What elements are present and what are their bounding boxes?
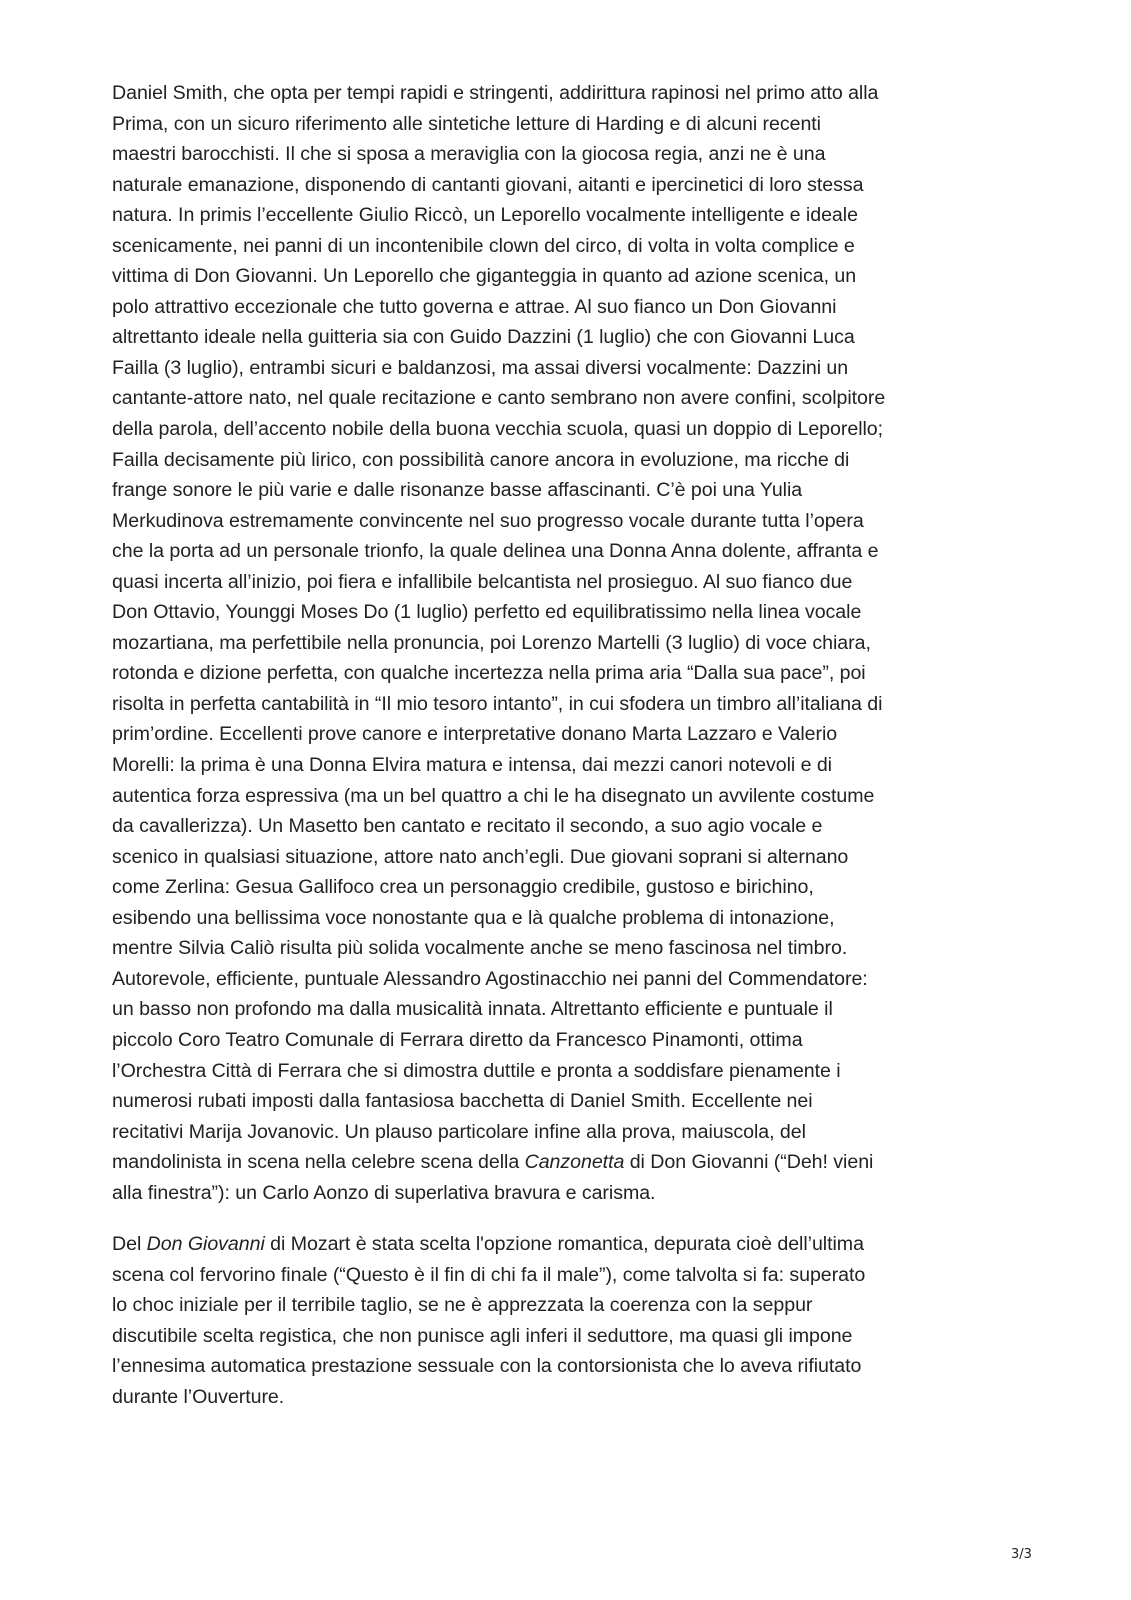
text-segment: naturale emanazione, disponendo di cantanti giovani, aitanti e ipercinetici di loro stessa bbox=[112, 173, 864, 196]
text-line bbox=[112, 1025, 1017, 1056]
text-line bbox=[112, 414, 1017, 445]
text-line bbox=[112, 1056, 1017, 1087]
text-segment: Autorevole, efficiente, puntuale Alessandro Agostinacchio nei panni del Commendatore: bbox=[112, 967, 868, 990]
text-line bbox=[112, 689, 1017, 720]
document-body bbox=[112, 78, 1017, 1413]
text-segment: esibendo una bellissima voce nonostante qua e là qualche problema di intonazione, bbox=[112, 906, 835, 929]
text-line bbox=[112, 383, 1017, 414]
text-line bbox=[112, 872, 1017, 903]
text-segment: Del bbox=[112, 1233, 147, 1256]
text-line bbox=[112, 1117, 1017, 1148]
text-segment: mandolinista in scena nella celebre scena della bbox=[112, 1151, 525, 1174]
text-segment: mentre Silvia Caliò risulta più solida vocalmente anche se meno fascinosa nel timbro. bbox=[112, 937, 848, 960]
text-segment: prim’ordine. Eccellenti prove canore e interpretative donano Marta Lazzaro e Valerio bbox=[112, 723, 838, 746]
text-line bbox=[112, 78, 1017, 109]
text-segment: quasi incerta all’inizio, poi fiera e infallibile belcantista nel prosieguo. Al suo fianco due bbox=[112, 570, 853, 593]
text-line bbox=[112, 322, 1017, 353]
text-segment: Failla decisamente più lirico, con possibilità canore ancora in evoluzione, ma ricche di bbox=[112, 448, 850, 471]
text-segment: piccolo Coro Teatro Comunale di Ferrara diretto da Francesco Pinamonti, ottima bbox=[112, 1028, 803, 1051]
text-segment: vittima di Don Giovanni. Un Leporello che giganteggia in quanto ad azione scenica, un bbox=[112, 265, 857, 288]
text-segment: scenicamente, nei panni di un incontenibile clown del circo, di volta in volta complice e bbox=[112, 234, 855, 257]
text-segment: da cavallerizza). Un Masetto ben cantato e recitato il secondo, a suo agio vocale e bbox=[112, 815, 823, 838]
text-line bbox=[112, 1178, 1017, 1209]
text-segment: come Zerlina: Gesua Gallifoco crea un personaggio credibile, gustoso e birichino, bbox=[112, 876, 814, 899]
text-line bbox=[112, 964, 1017, 995]
text-line bbox=[112, 1382, 1017, 1413]
text-line bbox=[112, 1147, 1017, 1178]
text-line bbox=[112, 1229, 1017, 1260]
text-segment: alla finestra”): un Carlo Aonzo di superlativa bravura e carisma. bbox=[112, 1181, 656, 1204]
paragraph-ending bbox=[112, 1229, 1017, 1412]
text-segment: di Don Giovanni (“Deh! vieni bbox=[624, 1151, 874, 1174]
text-line bbox=[112, 1290, 1017, 1321]
text-segment: scenico in qualsiasi situazione, attore nato anch’egli. Due giovani soprani si alternano bbox=[112, 845, 849, 868]
text-segment: autentica forza espressiva (ma un bel quattro a chi le ha disegnato un avvilente costume bbox=[112, 784, 875, 807]
text-segment: che la porta ad un personale trionfo, la quale delinea una Donna Anna dolente, affranta e bbox=[112, 540, 879, 563]
text-segment: risolta in perfetta cantabilità in “Il mio tesoro intanto”, in cui sfodera un timbro all’italiana di bbox=[112, 692, 883, 715]
italic-title: Don Giovanni bbox=[146, 1233, 265, 1256]
text-segment: Daniel Smith, che opta per tempi rapidi e stringenti, addirittura rapinosi nel primo atto alla bbox=[112, 82, 879, 104]
text-line bbox=[112, 1086, 1017, 1117]
text-segment: lo choc iniziale per il terribile taglio, se ne è apprezzata la coerenza con la seppur bbox=[112, 1294, 813, 1317]
text-line bbox=[112, 781, 1017, 812]
text-segment: numerosi rubati imposti dalla fantasiosa bacchetta di Daniel Smith. Eccellente nei bbox=[112, 1090, 813, 1113]
text-line bbox=[112, 475, 1017, 506]
text-line bbox=[112, 994, 1017, 1025]
text-line bbox=[112, 261, 1017, 292]
text-segment: della parola, dell’accento nobile della buona vecchia scuola, quasi un doppio di Leporello; bbox=[112, 418, 884, 441]
text-segment: maestri barocchisti. Il che si sposa a meraviglia con la giocosa regia, anzi ne è una bbox=[112, 143, 826, 166]
text-line bbox=[112, 597, 1017, 628]
text-segment: cantante-attore nato, nel quale recitazione e canto sembrano non avere confini, scolpitore bbox=[112, 387, 886, 410]
page-number: 3/3 bbox=[1011, 1547, 1032, 1562]
text-segment: l’ennesima automatica prestazione sessuale con la contorsionista che lo aveva rifiutato bbox=[112, 1355, 862, 1378]
text-line bbox=[112, 903, 1017, 934]
text-segment: discutibile scelta registica, che non punisce agli inferi il seduttore, ma quasi gli impone bbox=[112, 1324, 853, 1347]
text-segment: Merkudinova estremamente convincente nel suo progresso vocale durante tutta l’opera bbox=[112, 509, 864, 532]
text-line bbox=[112, 231, 1017, 262]
italic-title: Canzonetta bbox=[524, 1151, 625, 1174]
text-line bbox=[112, 506, 1017, 537]
text-segment: rotonda e dizione perfetta, con qualche incertezza nella prima aria “Dalla sua pace”, poi bbox=[112, 662, 866, 685]
text-segment: l’Orchestra Città di Ferrara che si dimostra duttile e pronta a soddisfare pienamente i bbox=[112, 1059, 841, 1082]
text-line bbox=[112, 750, 1017, 781]
text-segment: frange sonore le più varie e dalle risonanze basse affascinanti. C’è poi una Yulia bbox=[112, 479, 803, 502]
text-segment: Prima, con un sicuro riferimento alle sintetiche letture di Harding e di alcuni recenti bbox=[112, 112, 821, 135]
text-line bbox=[112, 842, 1017, 873]
text-line bbox=[112, 719, 1017, 750]
text-line bbox=[112, 658, 1017, 689]
text-line bbox=[112, 200, 1017, 231]
text-segment: Morelli: la prima è una Donna Elvira matura e intensa, dai mezzi canori notevoli e di bbox=[112, 754, 832, 777]
text-line bbox=[112, 353, 1017, 384]
text-segment: Don Ottavio, Younggi Moses Do (1 luglio) perfetto ed equilibratissimo nella linea vocale bbox=[112, 601, 862, 624]
text-line bbox=[112, 139, 1017, 170]
text-line bbox=[112, 1351, 1017, 1382]
text-line bbox=[112, 1260, 1017, 1291]
text-segment: altrettanto ideale nella guitteria sia con Guido Dazzini (1 luglio) che con Giovanni Luca bbox=[112, 326, 855, 349]
text-segment: mozartiana, ma perfettibile nella pronuncia, poi Lorenzo Martelli (3 luglio) di voce chiara, bbox=[112, 631, 871, 654]
text-segment: di Mozart è stata scelta l'opzione romantica, depurata cioè dell’ultima bbox=[264, 1233, 864, 1256]
text-line bbox=[112, 1321, 1017, 1352]
text-segment: scena col fervorino finale (“Questo è il fin di chi fa il male”), come talvolta si fa: superato bbox=[112, 1263, 866, 1286]
text-segment: durante l’Ouverture. bbox=[112, 1385, 285, 1408]
text-segment: Failla (3 luglio), entrambi sicuri e baldanzosi, ma assai diversi vocalmente: Dazzini un bbox=[112, 356, 849, 379]
text-segment: natura. In primis l’eccellente Giulio Riccò, un Leporello vocalmente intelligente e ideale bbox=[112, 204, 858, 227]
paragraph-review bbox=[112, 78, 1017, 1208]
text-line bbox=[112, 292, 1017, 323]
text-line bbox=[112, 109, 1017, 140]
text-segment: un basso non profondo ma dalla musicalità innata. Altrettanto efficiente e puntuale il bbox=[112, 998, 833, 1021]
text-line bbox=[112, 536, 1017, 567]
text-line bbox=[112, 567, 1017, 598]
text-line bbox=[112, 811, 1017, 842]
text-line bbox=[112, 628, 1017, 659]
text-line bbox=[112, 933, 1017, 964]
text-segment: recitativi Marija Jovanovic. Un plauso particolare infine alla prova, maiuscola, del bbox=[112, 1120, 806, 1143]
text-segment: polo attrattivo eccezionale che tutto governa e attrae. Al suo fianco un Don Giovanni bbox=[112, 295, 837, 318]
text-line bbox=[112, 170, 1017, 201]
text-line bbox=[112, 445, 1017, 476]
